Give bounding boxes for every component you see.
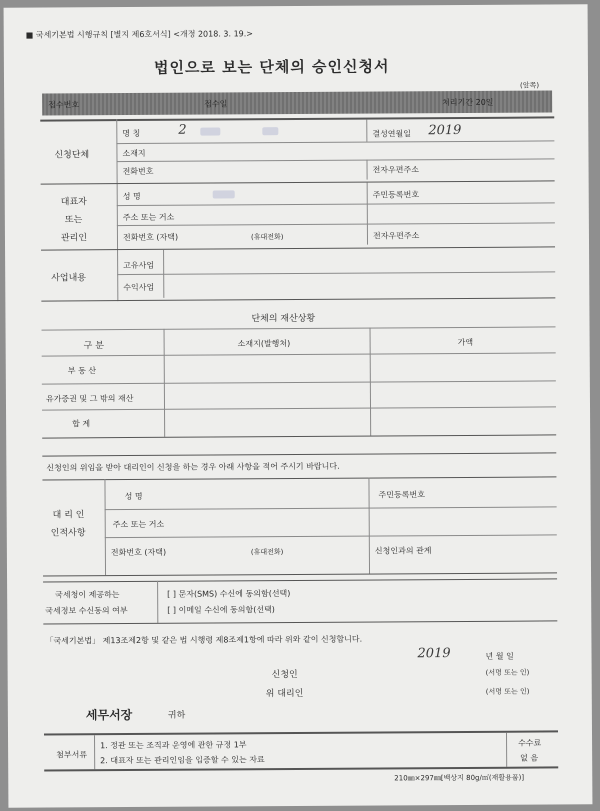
table-top-border: [40, 116, 554, 121]
grid-row-line: [116, 140, 554, 144]
rep-email-label: 전자우편주소: [372, 231, 420, 241]
rep-mobile-label: (휴대전화): [250, 233, 284, 242]
grid-divider: [367, 183, 368, 245]
consent-email-checkbox[interactable]: [ ] 이메일 수신에 동의함(선택): [167, 605, 275, 615]
section-border: [41, 297, 555, 301]
agent-address-label: 주소 또는 거소: [112, 519, 165, 530]
section-border: [41, 180, 555, 184]
consent-label-1: 국세청이 제공하는: [55, 590, 120, 600]
representative-label-1: 대표자: [60, 197, 87, 208]
declaration-year[interactable]: 2019: [417, 646, 451, 662]
applicant-org-section-label: 신청단체: [54, 150, 90, 161]
grid-divider: [157, 581, 158, 623]
profit-business-label: 수익사업: [123, 282, 155, 293]
attachment-item-2: 2. 대표자 또는 관리인임을 입증할 수 있는 자료: [100, 755, 265, 766]
assets-col-category: 구 분: [83, 341, 104, 352]
attachments-bottom-border: [44, 766, 558, 771]
fee-label: 수수료: [518, 738, 542, 748]
established-date-value[interactable]: 2019: [428, 122, 462, 139]
assets-row-total: 합 계: [72, 419, 91, 429]
assets-row-real-estate: 부 동 산: [67, 366, 97, 376]
applicant-sign-hint[interactable]: (서명 또는 인): [485, 668, 530, 677]
section-border: [41, 246, 555, 250]
agent-relation-label: 신청인과의 관계: [374, 546, 432, 556]
rep-address-label: 주소 또는 거소: [122, 212, 175, 223]
processing-period-label: 처리기간 20일: [442, 97, 494, 108]
tax-office-chief: 세무서장: [85, 708, 133, 723]
assets-heading: 단체의 재산상황: [251, 313, 316, 325]
business-section-label: 사업내용: [51, 273, 87, 284]
grid-row-line: [42, 380, 556, 384]
form-title: 법인으로 보는 단체의 승인신청서: [153, 57, 390, 77]
addressee-suffix: 귀하: [167, 710, 186, 721]
application-form-page: [4, 4, 593, 808]
agent-notice: 신청인의 위임을 받아 대리인이 신청을 하는 경우 아래 사항을 적어 주시기 바랍니다.: [46, 461, 340, 473]
agent-section-label-2: 인적사항: [50, 528, 86, 539]
attachments-label: 첨부서류: [56, 750, 88, 760]
attachments-top-border: [44, 730, 558, 735]
receipt-number-label: 접수번호: [48, 100, 80, 110]
org-location-label: 소재지: [122, 148, 146, 159]
label-column-divider: [104, 479, 106, 575]
grid-row-line: [42, 352, 556, 356]
grid-row-line: [105, 506, 557, 510]
grid-row-line: [105, 534, 557, 538]
grid-divider: [94, 735, 95, 769]
grid-divider: [506, 733, 507, 767]
section-border: [43, 620, 557, 624]
grid-divider: [366, 160, 367, 180]
agent-name-label: 성 명: [124, 491, 143, 502]
declaration-text: 「국세기본법」 제13조제2항 및 같은 법 시행령 제8조제1항에 따라 위와 같이 신청합니다.: [45, 634, 363, 646]
org-phone-label: 전화번호: [122, 166, 154, 177]
org-name-value[interactable]: 2: [178, 122, 187, 138]
agent-mobile-label: (휴대전화): [250, 548, 284, 557]
core-business-label: 고유사업: [123, 260, 155, 271]
assets-col-location: 소재지(발행처): [237, 339, 291, 349]
org-name-label: 명 칭: [122, 128, 141, 139]
form-reference: ■ 국세기본법 시행규칙 [별지 제6호서식] <개정 2018. 3. 19.>: [25, 29, 254, 40]
paper-spec: 210㎜×297㎜[백상지 80g/㎡(재활용품)]: [394, 773, 525, 783]
grid-divider: [368, 478, 370, 574]
grid-row-line: [117, 158, 555, 162]
rep-rrn-label: 주민등록번호: [372, 190, 420, 200]
agent-sign-label: 위 대리인: [265, 688, 304, 700]
section-border: [42, 476, 556, 480]
representative-label-3: 관리인: [60, 233, 88, 244]
section-border: [42, 452, 556, 456]
fee-value: 없 음: [520, 753, 539, 763]
agent-section-label-1: 대 리 인: [52, 510, 85, 521]
section-border: [43, 578, 557, 582]
agent-sign-hint[interactable]: (서명 또는 인): [485, 687, 530, 696]
grid-row-line: [117, 202, 555, 206]
rep-phone-label: 전화번호 (자택): [122, 232, 179, 243]
consent-sms-checkbox[interactable]: [ ] 문자(SMS) 수신에 동의함(선택): [167, 589, 291, 599]
applicant-label: 신청인: [271, 670, 298, 681]
agent-rrn-label: 주민등록번호: [378, 490, 425, 500]
redacted-mark: [262, 127, 278, 135]
grid-row-line: [42, 406, 556, 410]
assets-col-value: 가액: [457, 337, 474, 348]
rep-name-label: 성 명: [122, 191, 141, 202]
section-border: [42, 434, 556, 438]
redacted-mark: [200, 127, 220, 135]
representative-label-2: 또는: [64, 215, 83, 226]
agent-phone-label: 전화번호 (자택): [110, 547, 167, 558]
declaration-date-suffix: 년 월 일: [485, 651, 514, 661]
grid-row-line: [117, 271, 555, 275]
receipt-date-label: 접수일: [204, 99, 228, 109]
consent-label-2: 국세정보 수신동의 여부: [45, 606, 128, 616]
grid-divider: [366, 120, 367, 142]
section-border: [43, 572, 557, 576]
redacted-mark: [213, 190, 235, 198]
grid-row-line: [42, 326, 556, 330]
attachment-item-1: 1. 정관 또는 조직과 운영에 관한 규정 1부: [100, 740, 247, 751]
front-side-note: (앞쪽): [520, 81, 540, 90]
org-email-label: 전자우편주소: [372, 165, 419, 175]
assets-row-securities: 유가증권 및 그 밖의 재산: [45, 394, 134, 404]
established-date-label: 결성연월일: [372, 129, 412, 139]
grid-row-line: [117, 222, 555, 226]
